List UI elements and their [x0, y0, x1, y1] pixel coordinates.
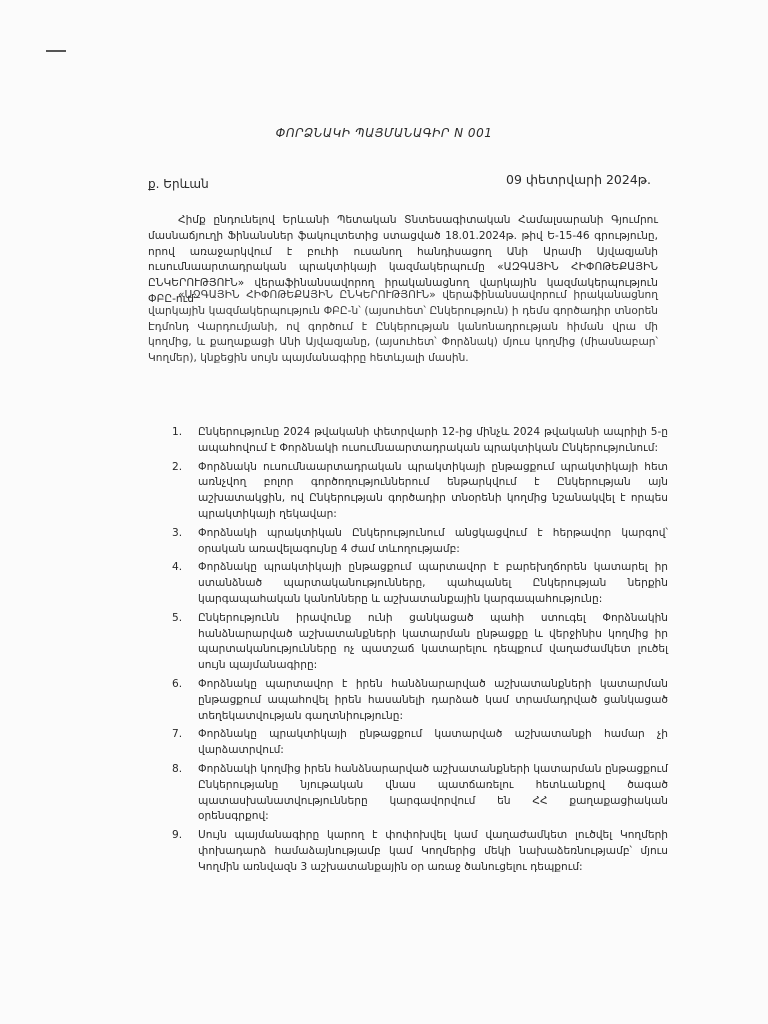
- list-item-text: Փորձնակն ուսումնաարտադրական պրակտիկայի ընթացքում պրակտիկայի հետ առնչվող բոլոր գործողություններում ենթարկվում է Ընկերության այն աշխատակցին, ով Ընկերության գործադիր տնօրենի կողմից նշանակվել է որպես պրակտիկայի ղեկավար:: [198, 460, 668, 520]
- list-item-text: Ընկերությունը 2024 թվականի փետրվարի 12-ից մինչև 2024 թվականի ապրիլի 5-ը ապահովում է Փորձնակի ուսումնաարտադրական պրակտիկան Ընկերությունում:: [198, 426, 668, 454]
- list-item: [148, 677, 668, 724]
- document-title: ՓՈՐՁՆԱԿԻ ՊԱՅՄԱՆԱԳԻՐ N 001: [275, 126, 493, 140]
- list-item-text: Փորձնակը պրակտիկայի ընթացքում կատարված աշխատանքի համար չի վարձատրվում:: [198, 728, 668, 757]
- list-item: [148, 560, 668, 607]
- intro-paragraph: Հիմք ընդունելով Երևանի Պետական Տնտեսագիտական Համալսարանի Գյումրու մասնաճյուղի Ֆինանսներ ֆակուլտետից ստացված 18.01.2024թ. թիվ Ե-15-46 գրությունը, որով առաջարկվում է բուհի ուսանող հանդիսացող Անի Արամի Այվազյանի ուսումնաարտադրական պրակտիկայի կազմակերպումը «ԱԶԳԱՅԻՆ ՀԻՓՈԹԵՔԱՅԻՆ ԸՆԿԵՐՈՒԹՅՈՒՆ» վերաֆինանսավորող իրականացնող վարկային կազմակերպություն ՓԲԸ-ում՝: [148, 214, 658, 305]
- scan-mark: [46, 50, 66, 52]
- list-item: [148, 727, 668, 759]
- list-item-number: 6.: [172, 677, 183, 690]
- document-date: 09 փետրվարի 2024թ.: [506, 172, 651, 187]
- list-item: [148, 526, 668, 558]
- list-item: [148, 762, 668, 825]
- list-item: [148, 425, 668, 457]
- list-item-text: Փորձնակը պարտավոր է իրեն հանձնարարված աշխատանքների կատարման ընթացքում ապահովել իրեն հասանելի դարձած կամ տրամադրված ցանկացած տեղեկատվության գաղտնիությունը:: [198, 677, 668, 722]
- list-item-text: Ընկերությունն իրավունք ունի ցանկացած պահի ստուգել Փորձնակին հանձնարարված աշխատանքների կատարման ընթացքը և վերջինիս կողմից իր պարտականությունները ոչ պատշաճ կատարելու դեպքում վաղաժամկետ լուծել սույն պայմանագիրը:: [198, 611, 668, 672]
- list-item-number: 1.: [172, 426, 183, 438]
- terms-list: [148, 425, 668, 879]
- list-item: [148, 460, 668, 523]
- list-item-number: 8.: [172, 762, 183, 775]
- list-item-text: Սույն պայմանագիրը կարող է փոփոխվել կամ վաղաժամկետ լուծվել Կողմերի փոխադարձ համաձայնությամբ կամ Կողմերից մեկի նախաձեռնությամբ՝ մյուս Կողմին առնվազն 3 աշխատանքային օր առաջ ծանուցելու դեպքում:: [198, 829, 668, 873]
- document-city: ք. Երևան: [148, 177, 209, 191]
- list-item: [148, 828, 668, 875]
- list-item: [148, 611, 668, 674]
- list-item-text: Փորձնակի կողմից իրեն հանձնարարված աշխատանքների կատարման ընթացքում Ընկերությանը նյութական վնաս պատճառելու հետևանքով ծագած պատասխանատվությունները կարգավորվում են ՀՀ քաղաքացիական օրենսգրքով:: [198, 762, 668, 823]
- list-item-number: 2.: [172, 460, 183, 473]
- list-item-number: 5.: [172, 611, 183, 624]
- list-item-number: 3.: [172, 526, 183, 539]
- list-item-text: Փորձնակը պրակտիկայի ընթացքում պարտավոր է բարեխղճորեն կատարել իր ստանձնած պարտականությունները, պահպանել Ընկերության ներքին կարգապահական կանոնները և աշխատանքային կարգապահությունը:: [198, 561, 668, 605]
- list-item-text: Փորձնակի պրակտիկան Ընկերությունում անցկացվում է հերթավոր կարգով՝ օրական առավելագույնը 4 ժամ տևողությամբ:: [198, 526, 668, 555]
- list-item-number: 7.: [172, 728, 183, 741]
- parties-paragraph: «ԱԶԳԱՅԻՆ ՀԻՓՈԹԵՔԱՅԻՆ ԸՆԿԵՐՈՒԹՅՈՒՆ» վերաֆինանսավորում իրականացնող վարկային կազմակերպություն ՓԲԸ-ն՝ (այսուհետ՝ Ընկերություն) ի դեմս գործադիր տնօրեն Էդմոնդ Վարդումյանի, ով գործում է Ընկերության կանոնադրության հիման վրա մի կողմից, և քաղաքացի Անի Այվազյանը, (այսուհետ՝ Փորձնակ) մյուս կողմից (միասնաբար՝ Կողմեր), կնքեցին սույն պայմանագիրը հետևյալի մասին.: [148, 289, 658, 365]
- list-item-number: 9.: [172, 829, 183, 842]
- list-item-number: 4.: [172, 561, 183, 574]
